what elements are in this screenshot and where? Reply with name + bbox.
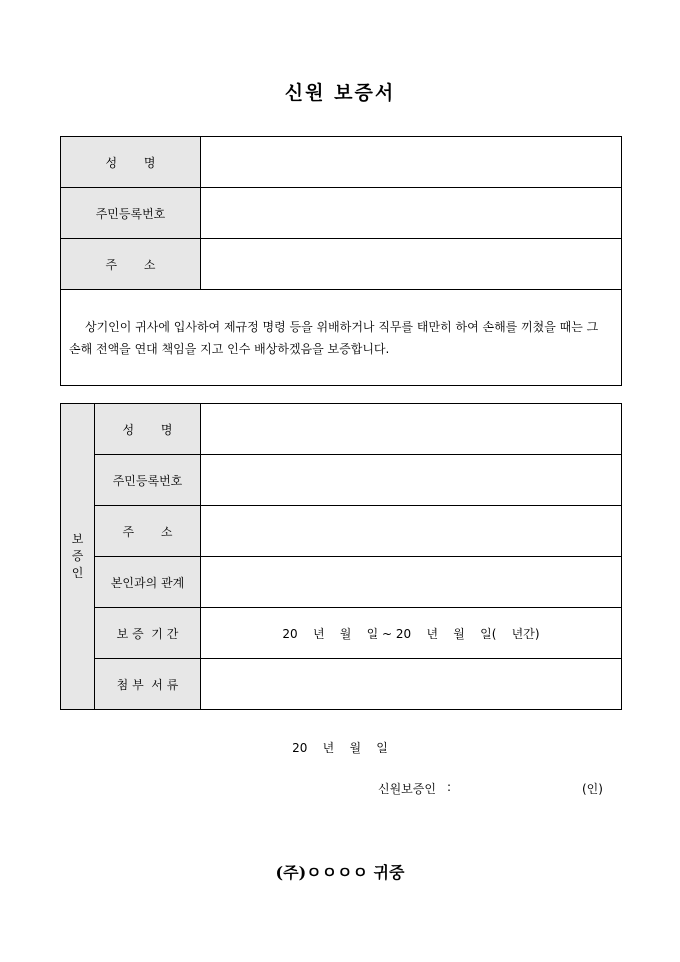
guarantor-rrn-field[interactable] [201, 455, 622, 506]
signature-label: 신원보증인 [378, 782, 436, 796]
employee-rrn-label: 주민등록번호 [61, 188, 201, 239]
guarantor-info-table [60, 403, 622, 710]
employee-name-field[interactable] [201, 137, 622, 188]
guarantor-side-label: 보 증 인 [61, 404, 95, 710]
attachments-field[interactable] [201, 659, 622, 710]
guarantor-name-field[interactable] [201, 404, 622, 455]
declaration-text: 상기인이 귀사에 입사하여 제규정 명령 등을 위배하거나 직무를 태만히 하여 손해를 끼쳤을 때는 그 손해 전액을 연대 책임을 지고 인수 배상하겠음을 보증합니다. [69, 319, 599, 356]
employee-address-label: 주 소 [61, 239, 201, 290]
guarantor-name-label: 성 명 [95, 404, 201, 455]
seal-mark: (인) [582, 782, 603, 796]
employee-name-label: 성 명 [61, 137, 201, 188]
date-line[interactable]: 20 년 월 일 [292, 741, 388, 755]
guarantee-period-field[interactable]: 20 년 월 일 ~ 20 년 월 일( 년간) [201, 608, 622, 659]
guarantor-address-label: 주 소 [95, 506, 201, 557]
guarantor-relation-field[interactable] [201, 557, 622, 608]
employee-rrn-field[interactable] [201, 188, 622, 239]
guarantor-rrn-label: 주민등록번호 [95, 455, 201, 506]
employee-info-table [60, 136, 622, 386]
signature-colon: : [447, 780, 452, 794]
guarantee-period-label: 보 증 기 간 [95, 608, 201, 659]
attachments-label: 첨 부 서 류 [95, 659, 201, 710]
employee-address-field[interactable] [201, 239, 622, 290]
document-title: 신원 보증서 [284, 82, 396, 104]
recipient-line: (주)ㅇㅇㅇㅇ 귀중 [275, 863, 405, 882]
guarantor-address-field[interactable] [201, 506, 622, 557]
guarantor-relation-label: 본인과의 관계 [95, 557, 201, 608]
